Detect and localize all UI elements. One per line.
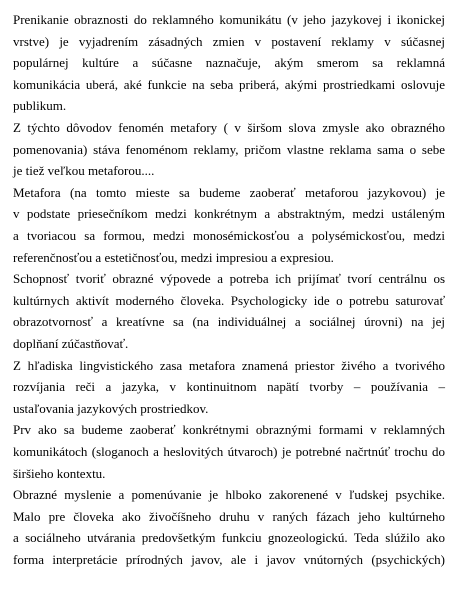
text-line: a sociálneho utvárania predovšetkým funkciu gnozeologickú. Teda slúžilo ako: [13, 530, 445, 546]
text-line: Malo pre človeka ako živočíšneho druhu v raných fázach jeho kultúrneho: [13, 508, 445, 524]
text-line: vrstve) je vyjadrením zásadných zmien v postavení reklamy v súčasnej: [13, 33, 445, 49]
text-line: referenčnosťou a estetičnosťou, medzi impresiou a expresiou.: [13, 249, 334, 265]
text-line: a tvoriacou sa formou, medzi monosémickosťou a polysémickosťou, medzi: [13, 228, 445, 243]
text-line: je tiež veľkou metaforou....: [13, 163, 155, 179]
text-line: komunikátoch (sloganoch a heslovitých útvaroch) je potrebné načrtnúť trochu do: [13, 444, 445, 459]
text-line: ustaľovania jazykových prostriedkov.: [13, 400, 209, 416]
text-line: pomenovania) stáva fenoménom reklamy, pričom vlastne reklama sama o sebe: [13, 141, 445, 157]
text-line: publikum.: [13, 98, 67, 114]
text-line: Prv ako sa budeme zaoberať konkrétnymi obraznými formami v reklamných: [13, 422, 445, 438]
text-line: Schopnosť tvoriť obrazné výpovede a potreba ich prijímať tvorí centrálnu os: [13, 271, 445, 287]
text-line: Z hľadiska lingvistického zasa metafora znamená priestor živého a tvorivého: [13, 357, 445, 373]
text-line: forma interpretácie prírodných javov, ale i javov vnútorných (psychických): [13, 552, 445, 567]
text-line: v podstate priesečníkom medzi konkrétnym a abstraktným, medzi ustáleným: [13, 206, 445, 222]
text-line: širšieho kontextu.: [13, 465, 106, 481]
text-line: kultúrnych aktivít moderného človeka. Psychologicky ide o potrebu saturovať: [13, 292, 445, 308]
text-line: rozvíjania reči a jazyka, v kontinuitnom napätí tvorby – používania –: [13, 379, 445, 395]
text-line: komunikácia uberá, aké funkcie na seba priberá, akými prostriedkami oslovuje: [13, 76, 445, 92]
text-line: obrazotvornosť a kreatívne sa (na individuálnej a sociálnej úrovni) na jej: [13, 314, 445, 330]
text-line: Z týchto dôvodov fenomén metafory ( v širšom slova zmysle ako obrazného: [13, 120, 445, 135]
text-line: doplňaní zúčastňovať.: [13, 336, 129, 351]
text-line: Obrazné myslenie a pomenúvanie je hlboko zakorenené v ľudskej psychike.: [13, 487, 445, 503]
text-line: Metafora (na tomto mieste sa budeme zaoberať metaforou jazykovou) je: [13, 184, 445, 200]
text-line: Prenikanie obraznosti do reklamného komunikátu (v jeho jazykovej i ikonickej: [13, 12, 445, 27]
text-line: populárnej kultúre a súčasne naznačuje, akým smerom sa reklamná: [13, 55, 445, 71]
